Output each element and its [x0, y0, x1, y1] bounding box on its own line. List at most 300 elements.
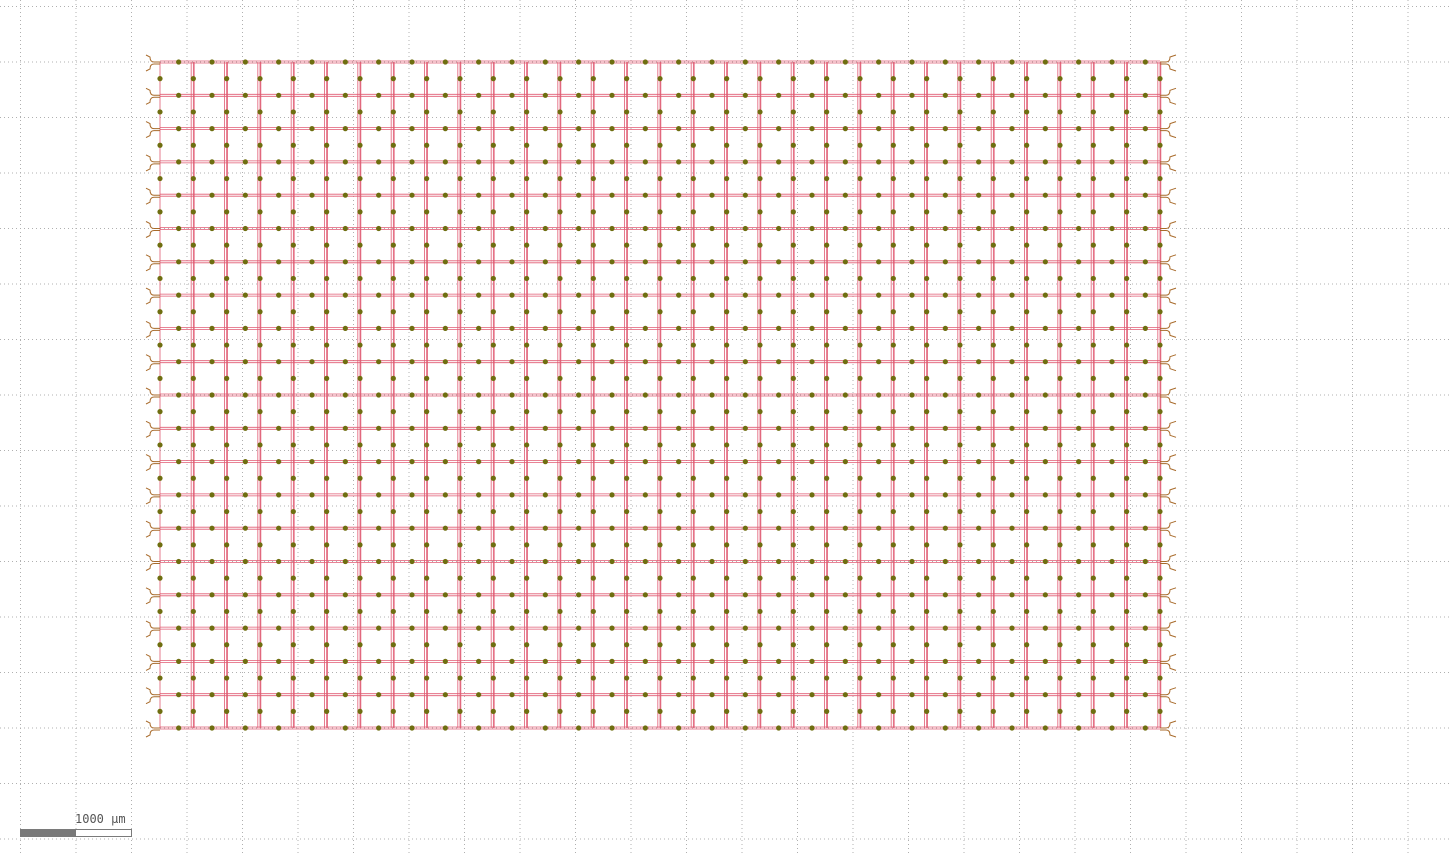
mesh-node — [543, 392, 548, 397]
mesh-node — [1124, 476, 1129, 481]
mesh-node — [1024, 276, 1029, 281]
mesh-node — [824, 476, 829, 481]
mesh-node — [224, 309, 229, 314]
mesh-node — [891, 409, 896, 414]
mesh-node — [257, 576, 262, 581]
mesh-node — [557, 476, 562, 481]
mesh-node — [1024, 76, 1029, 81]
mesh-node — [824, 143, 829, 148]
mesh-node — [609, 725, 614, 730]
mesh-node — [224, 576, 229, 581]
mesh-node — [724, 276, 729, 281]
port-left — [146, 255, 160, 262]
mesh-node — [1143, 93, 1148, 98]
mesh-node — [1057, 509, 1062, 514]
mesh-node — [909, 326, 914, 331]
mesh-node — [657, 342, 662, 347]
mesh-node — [309, 126, 314, 131]
mesh-node — [1009, 226, 1014, 231]
mesh-node — [509, 59, 514, 64]
mesh-node — [543, 59, 548, 64]
mesh-node — [1124, 409, 1129, 414]
mesh-node — [891, 642, 896, 647]
mesh-node — [343, 426, 348, 431]
mesh-node — [1143, 126, 1148, 131]
mesh-node — [724, 442, 729, 447]
mesh-node — [291, 409, 296, 414]
mesh-node — [209, 126, 214, 131]
mesh-node — [343, 359, 348, 364]
mesh-node — [509, 626, 514, 631]
mesh-node — [943, 659, 948, 664]
mesh-node — [743, 359, 748, 364]
mesh-node — [257, 476, 262, 481]
mesh-node — [1157, 243, 1162, 248]
port-left — [146, 688, 160, 695]
port-right — [1160, 297, 1176, 304]
mesh-node — [376, 359, 381, 364]
mesh-node — [591, 642, 596, 647]
mesh-node — [1076, 293, 1081, 298]
mesh-node — [1024, 143, 1029, 148]
mesh-node — [1143, 59, 1148, 64]
mesh-node — [309, 659, 314, 664]
mesh-node — [309, 526, 314, 531]
mesh-node — [976, 626, 981, 631]
mesh-node — [709, 392, 714, 397]
mesh-node — [324, 243, 329, 248]
mesh-node — [991, 76, 996, 81]
mesh-node — [943, 259, 948, 264]
mesh-node — [157, 276, 162, 281]
mesh-node — [824, 209, 829, 214]
mesh-node — [357, 542, 362, 547]
mesh-node — [576, 692, 581, 697]
mesh-node — [557, 176, 562, 181]
mesh-node — [1143, 559, 1148, 564]
mesh-node — [676, 193, 681, 198]
mesh-node — [343, 725, 348, 730]
mesh-node — [491, 409, 496, 414]
mesh-node — [624, 709, 629, 714]
mesh-node — [443, 226, 448, 231]
mesh-node — [757, 109, 762, 114]
mesh-node — [1124, 143, 1129, 148]
mesh-node — [291, 76, 296, 81]
port-left — [146, 164, 160, 171]
mesh-node — [724, 76, 729, 81]
mesh-node — [676, 526, 681, 531]
port-right — [1160, 654, 1176, 661]
mesh-node — [191, 642, 196, 647]
mesh-node — [224, 542, 229, 547]
mesh-node — [1043, 626, 1048, 631]
mesh-node — [657, 576, 662, 581]
mesh-node — [457, 476, 462, 481]
mesh-node — [676, 326, 681, 331]
port-right — [1160, 122, 1176, 129]
mesh-node — [176, 626, 181, 631]
mesh-node — [643, 626, 648, 631]
mesh-node — [257, 209, 262, 214]
mesh-node — [443, 359, 448, 364]
mesh-node — [924, 542, 929, 547]
mesh-node — [609, 592, 614, 597]
mesh-node — [843, 526, 848, 531]
port-left — [146, 555, 160, 562]
mesh-node — [509, 526, 514, 531]
mesh-node — [757, 209, 762, 214]
mesh-node — [791, 276, 796, 281]
mesh-node — [891, 276, 896, 281]
mesh-node — [757, 342, 762, 347]
mesh-node — [1076, 93, 1081, 98]
mesh-node — [1091, 243, 1096, 248]
mesh-node — [924, 509, 929, 514]
mesh-node — [1024, 476, 1029, 481]
mesh-node — [224, 109, 229, 114]
mesh-node — [591, 143, 596, 148]
mesh-node — [909, 725, 914, 730]
mesh-node — [543, 725, 548, 730]
mesh-node — [1057, 609, 1062, 614]
mesh-node — [1024, 176, 1029, 181]
mesh-node — [191, 342, 196, 347]
mesh-node — [643, 426, 648, 431]
mesh-node — [243, 392, 248, 397]
mesh-node — [543, 93, 548, 98]
mesh-node — [1009, 392, 1014, 397]
mesh-node — [724, 576, 729, 581]
mesh-node — [176, 559, 181, 564]
mesh-node — [743, 426, 748, 431]
mesh-node — [643, 193, 648, 198]
mesh-node — [543, 293, 548, 298]
mesh-node — [1024, 376, 1029, 381]
mesh-node — [291, 342, 296, 347]
mesh-node — [943, 126, 948, 131]
mesh-node — [909, 692, 914, 697]
mesh-node — [376, 126, 381, 131]
mesh-node — [957, 409, 962, 414]
mesh-node — [824, 176, 829, 181]
mesh-node — [591, 76, 596, 81]
mesh-node — [624, 442, 629, 447]
mesh-node — [1009, 459, 1014, 464]
mesh-node — [357, 309, 362, 314]
port-right — [1160, 355, 1176, 362]
mesh-node — [1009, 159, 1014, 164]
mesh-node — [657, 209, 662, 214]
mesh-node — [391, 509, 396, 514]
mesh-node — [909, 426, 914, 431]
mesh-node — [843, 126, 848, 131]
mesh-node — [691, 109, 696, 114]
mesh-node — [324, 376, 329, 381]
mesh-node — [1124, 576, 1129, 581]
mesh-node — [1157, 276, 1162, 281]
port-left — [146, 364, 160, 371]
mesh-node — [976, 426, 981, 431]
port-left — [146, 131, 160, 138]
mesh-node — [857, 409, 862, 414]
mesh-node — [1076, 692, 1081, 697]
mesh-node — [709, 426, 714, 431]
mesh-node — [1143, 159, 1148, 164]
port-left — [146, 197, 160, 204]
mesh-node — [343, 392, 348, 397]
mesh-node — [809, 326, 814, 331]
mesh-node — [191, 709, 196, 714]
mesh-node — [457, 209, 462, 214]
mesh-node — [309, 193, 314, 198]
port-right — [1160, 131, 1176, 138]
mesh-node — [876, 626, 881, 631]
mesh-node — [743, 392, 748, 397]
mesh-node — [491, 709, 496, 714]
mesh-node — [1024, 709, 1029, 714]
mesh-node — [376, 193, 381, 198]
mesh-node — [557, 642, 562, 647]
port-right — [1160, 64, 1176, 71]
mesh-node — [376, 159, 381, 164]
mesh-node — [791, 209, 796, 214]
mesh-node — [224, 709, 229, 714]
mesh-node — [624, 476, 629, 481]
mesh-node — [609, 526, 614, 531]
mesh-node — [909, 492, 914, 497]
mesh-node — [1157, 642, 1162, 647]
port-right — [1160, 588, 1176, 595]
mesh-node — [491, 109, 496, 114]
mesh-node — [1091, 276, 1096, 281]
mesh-node — [391, 176, 396, 181]
mesh-node — [676, 459, 681, 464]
mesh-node — [657, 542, 662, 547]
port-right — [1160, 621, 1176, 628]
mesh-node — [157, 476, 162, 481]
mesh-node — [1109, 392, 1114, 397]
mesh-node — [843, 59, 848, 64]
mesh-node — [1009, 559, 1014, 564]
mesh-node — [409, 692, 414, 697]
mesh-node — [591, 309, 596, 314]
mesh-node — [509, 259, 514, 264]
mesh-node — [543, 592, 548, 597]
mesh-node — [224, 143, 229, 148]
mesh-node — [1124, 642, 1129, 647]
mesh-node — [291, 442, 296, 447]
mesh-node — [1124, 542, 1129, 547]
mesh-node — [243, 459, 248, 464]
mesh-node — [776, 326, 781, 331]
mesh-node — [1076, 259, 1081, 264]
mesh-node — [1043, 692, 1048, 697]
mesh-node — [209, 459, 214, 464]
mesh-node — [643, 459, 648, 464]
mesh-node — [776, 559, 781, 564]
mesh-node — [809, 59, 814, 64]
mesh-node — [376, 226, 381, 231]
mesh-node — [157, 609, 162, 614]
mesh-node — [309, 492, 314, 497]
mesh-node — [957, 642, 962, 647]
mesh-node — [857, 109, 862, 114]
mesh-node — [1157, 542, 1162, 547]
mesh-node — [876, 426, 881, 431]
mesh-node — [576, 626, 581, 631]
mesh-node — [676, 692, 681, 697]
mesh-node — [943, 426, 948, 431]
mesh-node — [357, 609, 362, 614]
mesh-node — [724, 709, 729, 714]
mesh-node — [257, 509, 262, 514]
mesh-node — [909, 126, 914, 131]
mesh-node — [576, 526, 581, 531]
mesh-node — [709, 326, 714, 331]
mesh-node — [557, 576, 562, 581]
mesh-node — [576, 659, 581, 664]
mesh-node — [557, 76, 562, 81]
mesh-node — [1009, 259, 1014, 264]
mesh-node — [624, 243, 629, 248]
mesh-node — [1076, 193, 1081, 198]
mesh-node — [776, 126, 781, 131]
mesh-node — [324, 442, 329, 447]
mesh-node — [924, 176, 929, 181]
mesh-node — [624, 509, 629, 514]
mesh-node — [991, 675, 996, 680]
mesh-node — [843, 392, 848, 397]
mesh-node — [924, 309, 929, 314]
mesh-node — [609, 626, 614, 631]
mesh-node — [424, 675, 429, 680]
mesh-node — [743, 459, 748, 464]
mesh-node — [509, 93, 514, 98]
mesh-node — [709, 159, 714, 164]
mesh-node — [924, 276, 929, 281]
port-left — [146, 530, 160, 537]
mesh-node — [691, 276, 696, 281]
mesh-node — [957, 542, 962, 547]
mesh-node — [691, 642, 696, 647]
mesh-node — [309, 692, 314, 697]
mesh-node — [676, 392, 681, 397]
mesh-node — [776, 725, 781, 730]
mesh-node — [591, 176, 596, 181]
port-left — [146, 721, 160, 728]
mesh-node — [957, 209, 962, 214]
mesh-node — [724, 609, 729, 614]
mesh-node — [391, 276, 396, 281]
mesh-node — [757, 309, 762, 314]
mesh-node — [1157, 76, 1162, 81]
port-right — [1160, 730, 1176, 737]
mesh-node — [1109, 159, 1114, 164]
mesh-node — [343, 692, 348, 697]
mesh-node — [857, 709, 862, 714]
mesh-node — [1157, 409, 1162, 414]
mesh-node — [324, 76, 329, 81]
mesh-node — [909, 359, 914, 364]
port-right — [1160, 188, 1176, 195]
port-right — [1160, 264, 1176, 271]
mesh-node — [943, 526, 948, 531]
mesh-node — [543, 326, 548, 331]
mesh-node — [1024, 442, 1029, 447]
mesh-node — [457, 675, 462, 680]
mesh-node — [357, 675, 362, 680]
mesh-node — [591, 342, 596, 347]
mesh-node — [291, 176, 296, 181]
mesh-node — [343, 193, 348, 198]
mesh-node — [757, 509, 762, 514]
mesh-node — [276, 392, 281, 397]
mesh-node — [776, 459, 781, 464]
mesh-node — [591, 542, 596, 547]
mesh-node — [891, 709, 896, 714]
mesh-node — [891, 609, 896, 614]
mesh-node — [924, 76, 929, 81]
mesh-node — [224, 176, 229, 181]
mesh-node — [1124, 376, 1129, 381]
mesh-node — [576, 592, 581, 597]
mesh-node — [724, 342, 729, 347]
mesh-node — [1091, 542, 1096, 547]
mesh-node — [476, 592, 481, 597]
mesh-node — [257, 143, 262, 148]
mesh-node — [324, 309, 329, 314]
mesh-node — [557, 409, 562, 414]
mesh-node — [243, 692, 248, 697]
mesh-node — [557, 509, 562, 514]
mesh-node — [624, 143, 629, 148]
mesh-node — [443, 126, 448, 131]
mesh-node — [676, 492, 681, 497]
mesh-node — [724, 143, 729, 148]
mesh-node — [324, 709, 329, 714]
mesh-node — [1143, 359, 1148, 364]
mesh-node — [976, 659, 981, 664]
mesh-node — [1157, 376, 1162, 381]
mesh-node — [643, 326, 648, 331]
mesh-node — [709, 226, 714, 231]
mesh-node — [376, 659, 381, 664]
mesh-node — [809, 392, 814, 397]
mesh-node — [509, 492, 514, 497]
mesh-node — [457, 76, 462, 81]
mesh-node — [676, 559, 681, 564]
mesh-node — [757, 675, 762, 680]
mesh-node — [776, 692, 781, 697]
mesh-node — [824, 243, 829, 248]
mesh-node — [991, 209, 996, 214]
mesh-node — [524, 109, 529, 114]
mesh-node — [1043, 259, 1048, 264]
mesh-node — [991, 143, 996, 148]
mesh-node — [257, 342, 262, 347]
mesh-node — [924, 675, 929, 680]
mesh-node — [391, 709, 396, 714]
mesh-node — [609, 359, 614, 364]
mesh-node — [609, 259, 614, 264]
mesh-node — [857, 243, 862, 248]
port-left — [146, 588, 160, 595]
mesh-node — [657, 176, 662, 181]
mesh-node — [391, 76, 396, 81]
mesh-node — [176, 326, 181, 331]
mesh-node — [476, 392, 481, 397]
